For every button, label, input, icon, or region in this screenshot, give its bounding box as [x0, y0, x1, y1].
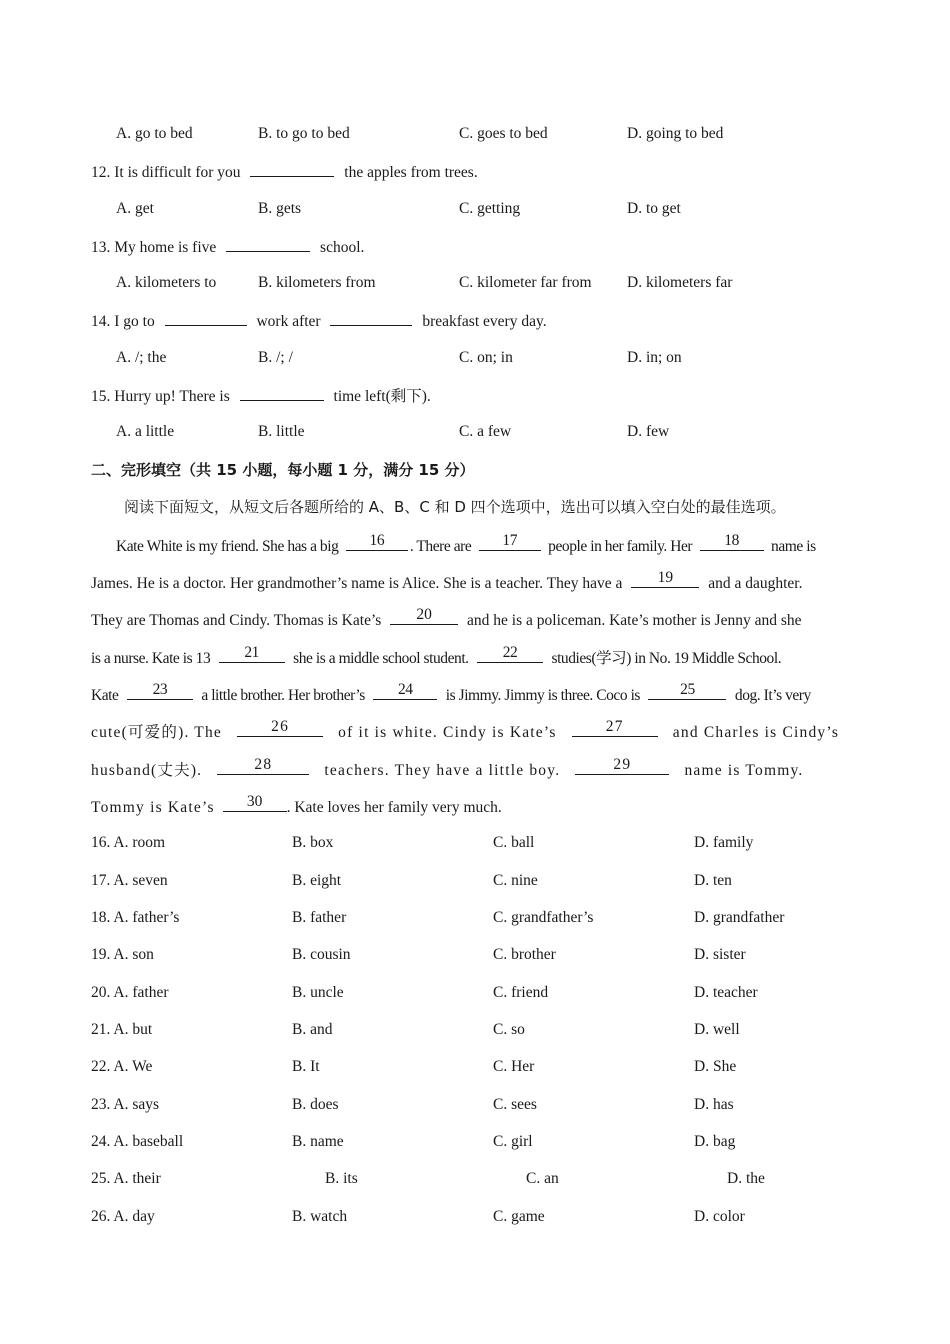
question-number: 16. — [91, 834, 111, 851]
passage-line-1: Kate White is my friend. She has a big 16 . There are 17 people in her family. Her 18 name is — [116, 532, 816, 555]
choice-row-19 — [0, 943, 950, 967]
q14-stem — [0, 308, 950, 332]
choice-d: D. color — [694, 1208, 745, 1225]
choice-c: C. Her — [493, 1058, 535, 1075]
choice-b: B. and — [292, 1021, 333, 1038]
q11-option-a: A. go to bed — [116, 125, 193, 142]
passage-blank-17: 17 — [479, 533, 541, 551]
q12-stem — [0, 159, 950, 183]
question-number: 25. — [91, 1170, 111, 1187]
choice-c: C. friend — [493, 984, 549, 1001]
question-number: 12. — [91, 164, 111, 181]
choice-b: B. its — [325, 1170, 358, 1187]
q14-option-a: A. /; the — [116, 349, 167, 366]
question-number: 13. — [91, 239, 111, 256]
question-number: 26. — [91, 1208, 111, 1225]
stem-text: the apples from trees. — [344, 164, 478, 181]
choice-a: A. their — [113, 1170, 161, 1187]
q13-option-c: C. kilometer far from — [459, 274, 592, 291]
stem-text: time left(剩下). — [333, 388, 431, 405]
choice-c: C. an — [526, 1170, 559, 1187]
passage-line-5: Kate 23 a little brother. Her brother’s 24 is Jimmy. Jimmy is three. Coco is 25 dog. It’s very — [91, 681, 811, 704]
q15-option-a: A. a little — [116, 423, 175, 440]
choice-b: B. eight — [292, 872, 342, 889]
q12-option-a: A. get — [116, 200, 154, 217]
choice-b: B. uncle — [292, 984, 344, 1001]
choice-c: C. ball — [493, 834, 535, 851]
question-number: 20. — [91, 984, 111, 1001]
choice-a: A. day — [113, 1208, 155, 1225]
choice-c: C. game — [493, 1208, 545, 1225]
passage-blank-30: 30 — [223, 794, 287, 812]
choice-d: D. family — [694, 834, 754, 851]
stem-text: I go to — [114, 313, 155, 330]
choice-c: C. nine — [493, 872, 538, 889]
stem-text: breakfast every day. — [422, 313, 547, 330]
q14-option-b: B. /; / — [258, 349, 293, 366]
choice-d: D. ten — [694, 872, 732, 889]
answer-blank — [330, 308, 412, 326]
stem-text: work after — [256, 313, 321, 330]
stem-text: Hurry up! There is — [114, 388, 230, 405]
passage-blank-22: 22 — [477, 645, 543, 663]
choice-a: A. father’s — [113, 909, 180, 926]
q14-option-d: D. in; on — [627, 349, 682, 366]
choice-row-24 — [0, 1130, 950, 1154]
choice-b: B. It — [292, 1058, 320, 1075]
q13-option-b: B. kilometers from — [258, 274, 376, 291]
stem-text: My home is five — [114, 239, 217, 256]
passage-blank-28: 28 — [217, 757, 309, 775]
q11-option-b: B. to go to bed — [258, 125, 350, 142]
choice-row-17 — [0, 869, 950, 893]
passage-line-4: is a nurse. Kate is 13 21 she is a middle school student. 22 studies(学习) in No. 19 Middle School. — [91, 644, 782, 667]
passage-blank-20: 20 — [390, 607, 458, 625]
choice-a: A. We — [113, 1058, 153, 1075]
choice-b: B. watch — [292, 1208, 348, 1225]
choice-c: C. so — [493, 1021, 525, 1038]
choice-row-25 — [0, 1167, 950, 1191]
q12-option-d: D. to get — [627, 200, 681, 217]
choice-d: D. the — [727, 1170, 765, 1187]
choice-b: B. name — [292, 1133, 344, 1150]
choice-row-26 — [0, 1205, 950, 1229]
q13-options — [0, 271, 950, 295]
passage-blank-21: 21 — [219, 645, 285, 663]
choice-b: B. father — [292, 909, 347, 926]
q13-stem — [0, 234, 950, 258]
choice-row-22 — [0, 1055, 950, 1079]
q13-option-a: A. kilometers to — [116, 274, 217, 291]
choice-b: B. box — [292, 834, 334, 851]
choice-d: D. teacher — [694, 984, 758, 1001]
passage-line-7: husband(丈夫). 28 teachers. They have a little boy. 29 name is Tommy. — [91, 756, 804, 779]
choice-row-16 — [0, 831, 950, 855]
choice-c: C. grandfather’s — [493, 909, 594, 926]
q15-option-d: D. few — [627, 423, 670, 440]
choice-a: A. room — [113, 834, 166, 851]
q15-option-b: B. little — [258, 423, 305, 440]
choice-a: A. baseball — [113, 1133, 184, 1150]
passage-blank-25: 25 — [648, 682, 726, 700]
passage-blank-19: 19 — [631, 570, 699, 588]
choice-d: D. sister — [694, 946, 746, 963]
passage-blank-23: 23 — [127, 682, 193, 700]
passage-line-6: cute(可爱的). The 26 of it is white. Cindy is Kate’s 27 and Charles is Cindy’s — [91, 718, 840, 741]
passage-blank-18: 18 — [700, 533, 764, 551]
q11-options — [0, 122, 950, 146]
choice-d: D. bag — [694, 1133, 736, 1150]
choice-row-21 — [0, 1018, 950, 1042]
answer-blank — [250, 159, 334, 177]
choice-c: C. brother — [493, 946, 556, 963]
question-number: 17. — [91, 872, 111, 889]
q12-options — [0, 197, 950, 221]
question-number: 14. — [91, 313, 111, 330]
question-number: 22. — [91, 1058, 111, 1075]
choice-b: B. cousin — [292, 946, 351, 963]
passage-line-2: James. He is a doctor. Her grandmother’s name is Alice. She is a teacher. They have a 19 and a daughter. — [91, 569, 803, 592]
question-number: 15. — [91, 388, 111, 405]
question-number: 23. — [91, 1096, 111, 1113]
q13-option-d: D. kilometers far — [627, 274, 733, 291]
q15-options — [0, 420, 950, 444]
choice-a: A. says — [113, 1096, 160, 1113]
choice-row-18 — [0, 906, 950, 930]
section-heading: 二、完形填空（共 15 小题，每小题 1 分，满分 15 分） — [91, 461, 475, 479]
choice-d: D. has — [694, 1096, 734, 1113]
question-number: 19. — [91, 946, 111, 963]
passage-blank-16: 16 — [346, 533, 408, 551]
choice-a: A. son — [113, 946, 154, 963]
choice-c: C. sees — [493, 1096, 537, 1113]
passage-blank-24: 24 — [373, 682, 437, 700]
answer-blank — [165, 308, 247, 326]
choice-row-23 — [0, 1093, 950, 1117]
choice-d: D. grandfather — [694, 909, 785, 926]
passage-line-3: They are Thomas and Cindy. Thomas is Kate’s 20 and he is a policeman. Kate’s mother is Jenny and she — [91, 606, 802, 629]
q15-option-c: C. a few — [459, 423, 512, 440]
passage-blank-29: 29 — [575, 757, 669, 775]
section-instruction: 阅读下面短文，从短文后各题所给的 A、B、C 和 D 四个选项中，选出可以填入空白处的最佳选项。 — [124, 498, 786, 516]
q11-option-d: D. going to bed — [627, 125, 724, 142]
q14-option-c: C. on; in — [459, 349, 513, 366]
q15-stem — [0, 383, 950, 407]
choice-a: A. seven — [113, 872, 168, 889]
q12-option-b: B. gets — [258, 200, 302, 217]
choice-b: B. does — [292, 1096, 339, 1113]
stem-text: It is difficult for you — [114, 164, 241, 181]
passage-blank-27: 27 — [572, 719, 658, 737]
q14-options — [0, 346, 950, 370]
choice-a: A. father — [113, 984, 169, 1001]
answer-blank — [240, 383, 324, 401]
passage-blank-26: 26 — [237, 719, 323, 737]
choice-d: D. well — [694, 1021, 740, 1038]
choice-c: C. girl — [493, 1133, 533, 1150]
stem-text: school. — [320, 239, 365, 256]
question-number: 24. — [91, 1133, 111, 1150]
question-number: 18. — [91, 909, 111, 926]
q12-option-c: C. getting — [459, 200, 521, 217]
choice-row-20 — [0, 981, 950, 1005]
choice-a: A. but — [113, 1021, 153, 1038]
question-number: 21. — [91, 1021, 111, 1038]
q11-option-c: C. goes to bed — [459, 125, 548, 142]
choice-d: D. She — [694, 1058, 737, 1075]
passage-line-8: Tommy is Kate’s 30 . Kate loves her family very much. — [91, 793, 502, 816]
answer-blank — [226, 234, 310, 252]
